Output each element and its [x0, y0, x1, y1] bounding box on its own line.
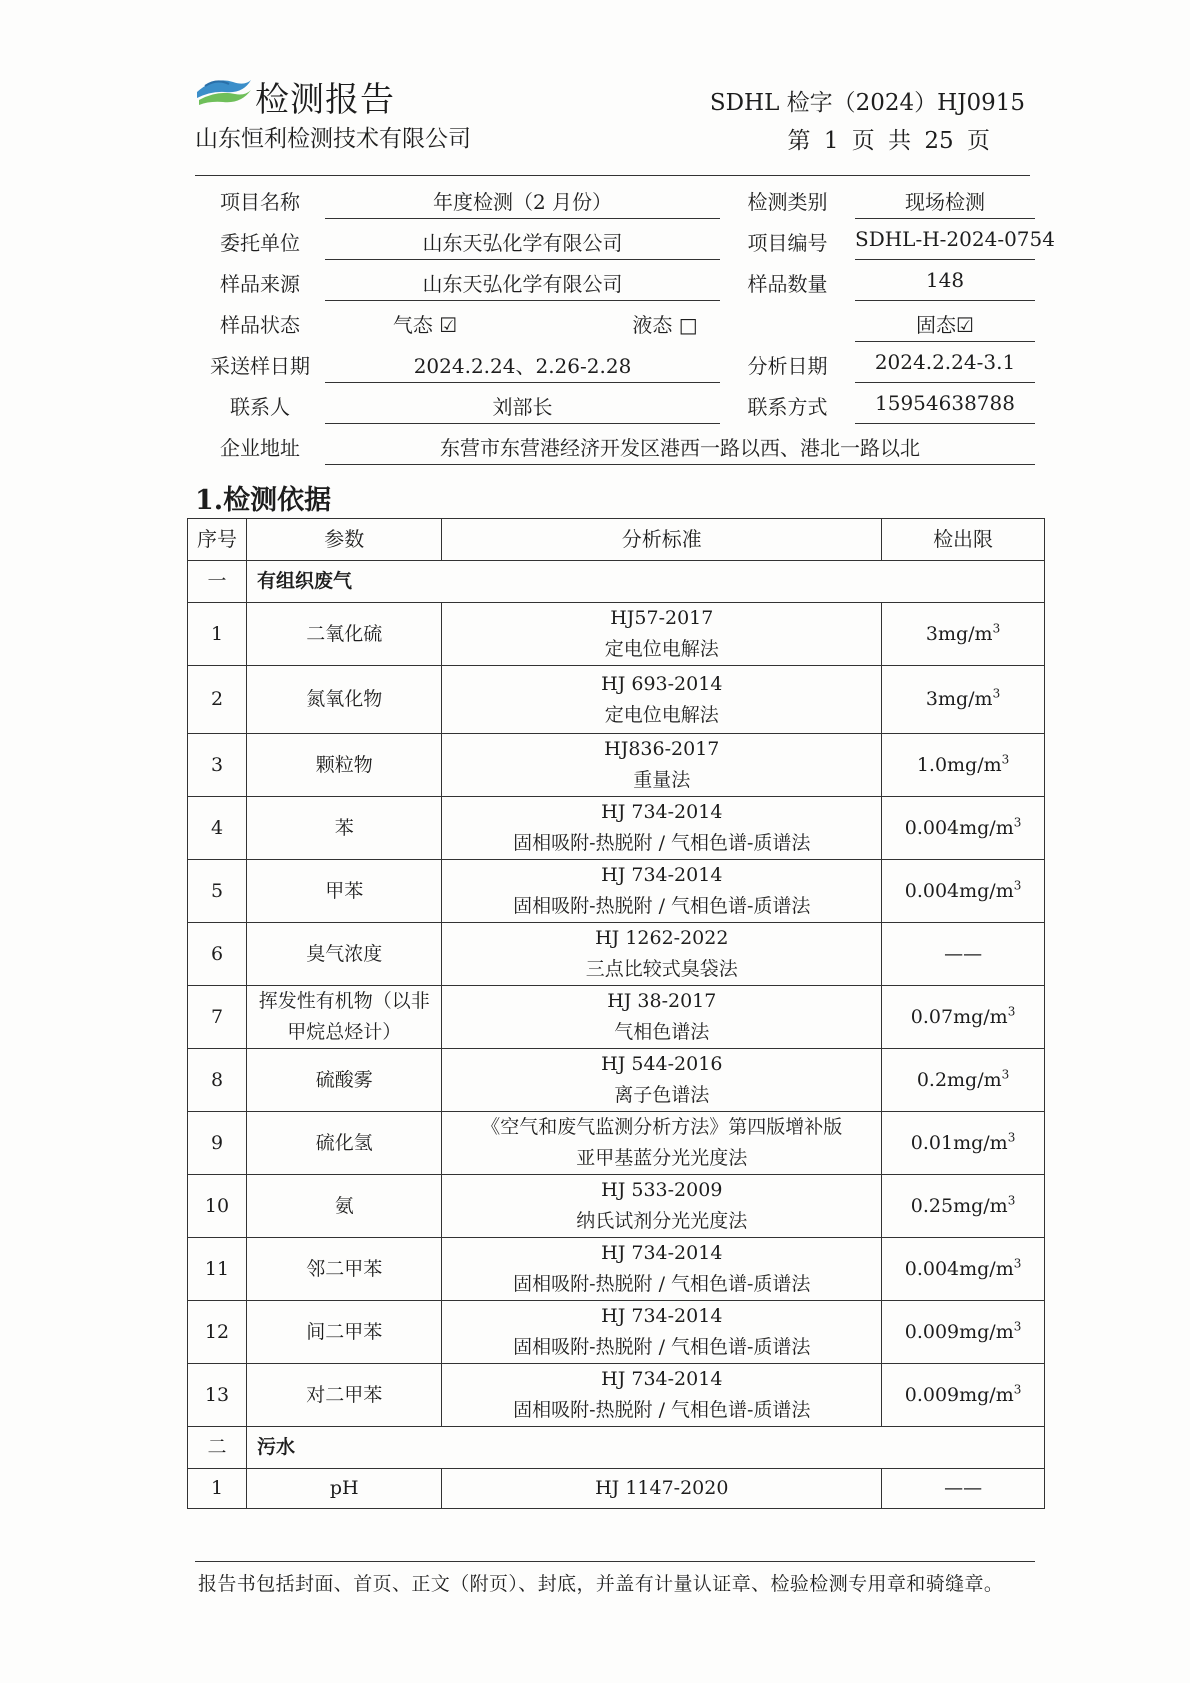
row-param: 苯 [247, 797, 442, 860]
row-no: 12 [188, 1301, 247, 1364]
limit-value: 1.0mg/m [916, 753, 1002, 776]
row-param: 臭气浓度 [247, 923, 442, 986]
standard-code: HJ 1262-2022 [595, 927, 729, 949]
phone-value: 15954638788 [855, 391, 1035, 424]
row-limit [882, 860, 1045, 923]
row-standard [442, 666, 882, 734]
contact-value: 刘部长 [325, 391, 720, 424]
standard-code: HJ 734-2014 [601, 801, 723, 823]
row-standard [442, 1238, 882, 1301]
table-row [188, 860, 1045, 923]
limit-value: 3mg/m [925, 688, 993, 710]
col-header-limit: 检出限 [882, 519, 1045, 561]
test-type-label: 检测类别 [747, 190, 828, 214]
row-standard [442, 734, 882, 797]
row-standard [442, 923, 882, 986]
limit-value: 3mg/m [925, 622, 993, 645]
row-param: pH [247, 1469, 442, 1509]
limit-value: 0.07mg/m [910, 1005, 1008, 1028]
row-no: 11 [188, 1238, 247, 1301]
group-no: 二 [188, 1427, 247, 1469]
info-row-client [195, 219, 1055, 260]
source-label: 样品来源 [220, 272, 300, 296]
project-name-value: 年度检测（2 月份） [325, 186, 720, 219]
limit-exponent: 3 [1007, 1193, 1016, 1208]
info-row-dates [195, 342, 1035, 383]
limit-exponent: 3 [1007, 1130, 1016, 1145]
info-row-state [195, 301, 1035, 342]
row-limit [882, 734, 1045, 797]
project-no-value: SDHL-H-2024-0754 [855, 227, 1035, 260]
table-row [188, 923, 1045, 986]
row-standard [442, 1175, 882, 1238]
standard-method: 纳氏试剂分光光度法 [576, 1210, 748, 1232]
standard-method: 定电位电解法 [604, 638, 719, 660]
row-no: 7 [188, 986, 247, 1049]
section-title: 1.检测依据 [195, 485, 332, 516]
limit-value: —— [944, 942, 983, 965]
sampling-date-value: 2024.2.24、2.26-2.28 [325, 350, 720, 383]
limit-exponent: 3 [1013, 815, 1022, 830]
standard-code: HJ57-2017 [610, 607, 714, 629]
company-name: 山东恒利检测技术有限公司 [195, 126, 471, 152]
row-param: 硫酸雾 [247, 1049, 442, 1112]
table-row [188, 603, 1045, 666]
row-param: 氨 [247, 1175, 442, 1238]
address-value: 东营市东营港经济开发区港西一路以西、港北一路以北 [325, 432, 1035, 465]
row-limit [882, 1049, 1045, 1112]
contact-label: 联系人 [230, 395, 290, 419]
analysis-date-label: 分析日期 [747, 354, 828, 378]
analysis-date-value: 2024.2.24-3.1 [855, 350, 1035, 383]
row-no: 3 [188, 734, 247, 797]
table-header-row [188, 519, 1045, 561]
limit-exponent: 3 [1001, 752, 1010, 767]
row-no: 2 [188, 666, 247, 734]
state-label: 样品状态 [220, 313, 300, 337]
standard-code: HJ 734-2014 [601, 1368, 723, 1390]
row-limit [882, 666, 1045, 734]
row-param: 间二甲苯 [247, 1301, 442, 1364]
table-row [188, 1238, 1045, 1301]
state-gas: 气态 ☑ [392, 313, 458, 337]
qty-label: 样品数量 [747, 272, 828, 296]
table-row [188, 1175, 1045, 1238]
row-limit [882, 986, 1045, 1049]
limit-exponent: 3 [1013, 1256, 1022, 1271]
phone-label: 联系方式 [747, 395, 828, 419]
table-row [188, 1301, 1045, 1364]
row-no: 1 [188, 1469, 247, 1509]
row-limit [882, 1112, 1045, 1175]
row-no: 6 [188, 923, 247, 986]
row-limit [882, 1175, 1045, 1238]
table-row [188, 986, 1045, 1049]
info-row-source [195, 260, 1035, 301]
footer-divider [195, 1561, 1035, 1562]
table-row [188, 666, 1045, 734]
row-standard [442, 603, 882, 666]
table-row [188, 797, 1045, 860]
project-name-label: 项目名称 [220, 190, 300, 214]
state-solid: 固态☑ [855, 309, 1035, 342]
row-param: 邻二甲苯 [247, 1238, 442, 1301]
row-standard [442, 1112, 882, 1175]
table-row [188, 1364, 1045, 1427]
row-standard [442, 986, 882, 1049]
row-no: 4 [188, 797, 247, 860]
row-no: 1 [188, 603, 247, 666]
row-limit [882, 1238, 1045, 1301]
company-logo [195, 72, 253, 108]
row-param: 挥发性有机物（以非甲烷总烃计） [247, 986, 442, 1049]
row-standard [442, 1364, 882, 1427]
row-no: 10 [188, 1175, 247, 1238]
standard-code: HJ 734-2014 [601, 1305, 723, 1327]
limit-value: 0.004mg/m [904, 816, 1014, 839]
info-row-address [195, 424, 1035, 465]
standard-code: HJ 38-2017 [607, 990, 717, 1012]
row-standard [442, 797, 882, 860]
row-standard [442, 860, 882, 923]
table-row [188, 1469, 1045, 1509]
sampling-date-label: 采送样日期 [210, 354, 310, 378]
limit-value: 0.01mg/m [910, 1131, 1008, 1154]
standard-method: 固相吸附-热脱附 / 气相色谱-质谱法 [513, 1336, 811, 1358]
row-param: 氮氧化物 [247, 666, 442, 734]
client-value: 山东天弘化学有限公司 [325, 227, 720, 260]
row-standard [442, 1049, 882, 1112]
state-liquid: 液态 □ [632, 313, 698, 337]
standard-method: 重量法 [633, 769, 691, 791]
header-divider [195, 175, 1030, 176]
limit-exponent: 3 [992, 686, 1001, 701]
col-header-no: 序号 [188, 519, 247, 561]
group-name: 有组织废气 [247, 561, 1045, 603]
standard-code: HJ836-2017 [604, 738, 720, 760]
row-standard: HJ 1147-2020 [442, 1469, 882, 1509]
standard-code: HJ 734-2014 [601, 864, 723, 886]
standard-method: 离子色谱法 [614, 1084, 710, 1106]
row-param: 甲苯 [247, 860, 442, 923]
col-header-param: 参数 [247, 519, 442, 561]
limit-value: 0.009mg/m [904, 1320, 1014, 1343]
info-row-contact [195, 383, 1035, 424]
standard-method: 亚甲基蓝分光光度法 [576, 1147, 748, 1169]
row-param: 二氧化硫 [247, 603, 442, 666]
info-row-project [195, 178, 1035, 219]
row-no: 9 [188, 1112, 247, 1175]
document-title: 检测报告 [255, 80, 395, 120]
row-limit [882, 923, 1045, 986]
group-name: 污水 [247, 1427, 1045, 1469]
row-param: 对二甲苯 [247, 1364, 442, 1427]
row-no: 13 [188, 1364, 247, 1427]
standard-code: HJ 533-2009 [601, 1179, 723, 1201]
source-value: 山东天弘化学有限公司 [325, 268, 720, 301]
group-no: 一 [188, 561, 247, 603]
group-row [188, 1427, 1045, 1469]
row-limit [882, 797, 1045, 860]
project-no-label: 项目编号 [747, 231, 828, 255]
limit-exponent: 3 [1013, 1382, 1022, 1397]
basis-table [187, 518, 1045, 1509]
limit-value: 0.004mg/m [904, 1257, 1014, 1280]
col-header-standard: 分析标准 [442, 519, 882, 561]
limit-value: 0.009mg/m [904, 1383, 1014, 1406]
standard-method: 固相吸附-热脱附 / 气相色谱-质谱法 [513, 1273, 811, 1295]
standard-method: 固相吸附-热脱附 / 气相色谱-质谱法 [513, 895, 811, 917]
table-row [188, 734, 1045, 797]
limit-exponent: 3 [1001, 1067, 1010, 1082]
client-label: 委托单位 [220, 231, 300, 255]
standard-code: HJ 734-2014 [601, 1242, 723, 1264]
limit-exponent: 3 [1007, 1004, 1016, 1019]
test-type-value: 现场检测 [855, 186, 1035, 219]
standard-method: 定电位电解法 [604, 703, 719, 726]
row-limit [882, 1364, 1045, 1427]
footer-note: 报告书包括封面、首页、正文（附页）、封底，并盖有计量认证章、检验检测专用章和骑缝章。 [198, 1573, 1004, 1595]
row-limit: —— [882, 1469, 1045, 1509]
page-number: 第 1 页 共 25 页 [787, 128, 990, 154]
table-row [188, 1112, 1045, 1175]
report-number: SDHL 检字（2024）HJ0915 [709, 90, 1025, 116]
limit-value: 0.2mg/m [916, 1068, 1002, 1091]
standard-method: 固相吸附-热脱附 / 气相色谱-质谱法 [513, 1399, 811, 1421]
group-row [188, 561, 1045, 603]
row-limit [882, 603, 1045, 666]
address-label: 企业地址 [220, 436, 300, 460]
standard-code: 《空气和废气监测分析方法》第四版增补版 [481, 1116, 843, 1138]
row-standard [442, 1301, 882, 1364]
limit-value: 0.25mg/m [910, 1194, 1008, 1217]
standard-method: 气相色谱法 [614, 1021, 710, 1043]
row-no: 8 [188, 1049, 247, 1112]
standard-code: HJ 693-2014 [601, 672, 723, 695]
standard-method: 三点比较式臭袋法 [585, 958, 738, 980]
row-no: 5 [188, 860, 247, 923]
table-row [188, 1049, 1045, 1112]
limit-value: 0.004mg/m [904, 879, 1014, 902]
row-param: 硫化氢 [247, 1112, 442, 1175]
row-limit [882, 1301, 1045, 1364]
standard-code: HJ 544-2016 [601, 1053, 723, 1075]
limit-exponent: 3 [992, 621, 1001, 636]
limit-exponent: 3 [1013, 1319, 1022, 1334]
row-param: 颗粒物 [247, 734, 442, 797]
limit-exponent: 3 [1013, 878, 1022, 893]
qty-value: 148 [855, 268, 1035, 301]
standard-method: 固相吸附-热脱附 / 气相色谱-质谱法 [513, 832, 811, 854]
